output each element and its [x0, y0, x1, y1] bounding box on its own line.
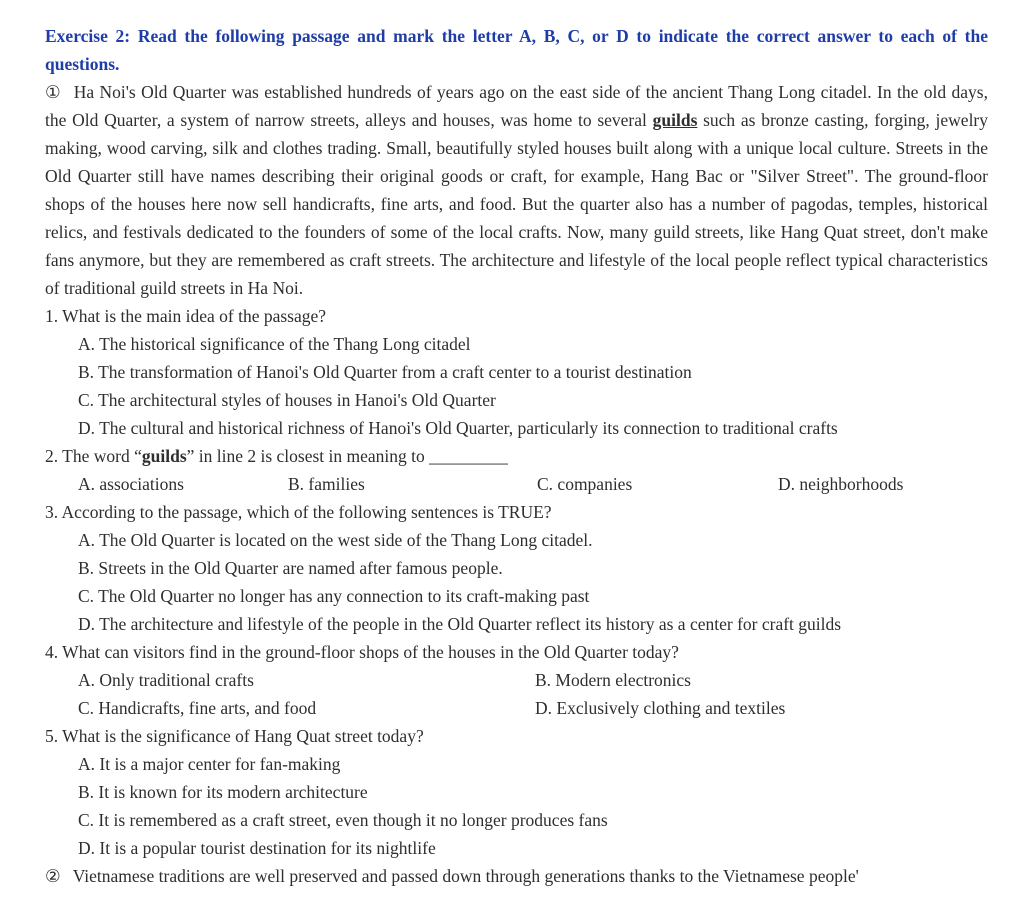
question-3-option-c: C. The Old Quarter no longer has any connection to its craft-making past: [78, 586, 590, 606]
question-3-option-a: A. The Old Quarter is located on the west side of the Thang Long citadel.: [78, 530, 593, 550]
question-3-text: 3. According to the passage, which of the following sentences is TRUE?: [45, 502, 552, 522]
question-3-option-d: D. The architecture and lifestyle of the people in the Old Quarter reflect its history as a center for craft guilds: [78, 614, 842, 634]
question-3-option-b: B. Streets in the Old Quarter are named after famous people.: [78, 558, 503, 578]
question-2: [45, 442, 988, 498]
question-2-options-row: [78, 470, 988, 498]
question-5-option-a: A. It is a major center for fan-making: [78, 754, 341, 774]
passage-1-text-after-keyword: such as bronze casting, forging, jewelry making, wood carving, silk and clothes trading. Small, beautifully styled houses built along with a unique local culture. Streets in the Old Quarter still have names describing their original goods or craft, for example, Hang Bac or "Silver Street". The ground-floor shops of the houses here now sell handicrafts, fine arts, and food. But the quarter also has a number of pagodas, temples, historical relics, and festivals dedicated to the founders of some of the local crafts. Now, many guild streets, like Hang Quat street, don't make fans anymore, but they are remembered as craft streets. The architecture and lifestyle of the local people reflect typical characteristics of traditional guild streets in Ha Noi.: [45, 110, 989, 298]
question-2-text-pre: 2. The word “: [45, 446, 142, 466]
question-4-options-grid: [78, 666, 988, 722]
passage-1: [45, 78, 988, 302]
question-4: [45, 638, 988, 722]
question-1-option-a: A. The historical significance of the Thang Long citadel: [78, 334, 471, 354]
circled-2-marker: ②: [45, 866, 61, 886]
question-4-option-d: D. Exclusively clothing and textiles: [535, 698, 786, 718]
question-2-option-c: C. companies: [537, 474, 633, 494]
question-5-option-b: B. It is known for its modern architecture: [78, 782, 368, 802]
exercise-2-heading: Exercise 2: Read the following passage and mark the letter A, B, C, or D to indicate the correct answer to each of the questions.: [45, 26, 988, 74]
question-4-option-a: A. Only traditional crafts: [78, 670, 254, 690]
question-2-text-post: ” in line 2 is closest in meaning to _________: [186, 446, 508, 466]
passage-1-text-before-keyword: Ha Noi's Old Quarter was established hundreds of years ago on the east side of the ancient Thang Long citadel. In the old days, the Old Quarter, a system of narrow streets, alleys and houses, was home to several: [45, 82, 988, 130]
question-1-option-b: B. The transformation of Hanoi's Old Quarter from a craft center to a tourist destination: [78, 362, 692, 382]
question-1-option-c: C. The architectural styles of houses in Hanoi's Old Quarter: [78, 390, 496, 410]
question-3: [45, 498, 988, 638]
question-1-text: 1. What is the main idea of the passage?: [45, 306, 327, 326]
passage-2-text: Vietnamese traditions are well preserved and passed down through generations thanks to the Vietnamese people': [72, 866, 859, 886]
question-1: [45, 302, 988, 442]
circled-1-marker: ①: [45, 82, 62, 102]
question-2-text: [45, 442, 988, 470]
question-2-option-a: A. associations: [78, 474, 184, 494]
question-5-text: 5. What is the significance of Hang Quat street today?: [45, 726, 424, 746]
question-4-option-c: C. Handicrafts, fine arts, and food: [78, 698, 317, 718]
question-5-option-d: D. It is a popular tourist destination for its nightlife: [78, 838, 436, 858]
question-2-keyword-guilds: guilds: [141, 446, 187, 466]
passage-1-keyword-guilds: guilds: [652, 110, 698, 130]
question-5-option-c: C. It is remembered as a craft street, even though it no longer produces fans: [78, 810, 608, 830]
question-1-option-d: D. The cultural and historical richness of Hanoi's Old Quarter, particularly its connection to traditional crafts: [78, 418, 838, 438]
question-4-text: 4. What can visitors find in the ground-floor shops of the houses in the Old Quarter today?: [45, 642, 679, 662]
question-4-option-b: B. Modern electronics: [535, 670, 691, 690]
question-2-option-d: D. neighborhoods: [778, 474, 904, 494]
question-2-option-b: B. families: [288, 474, 365, 494]
question-5: [45, 722, 988, 862]
passage-2-intro: [45, 862, 988, 890]
